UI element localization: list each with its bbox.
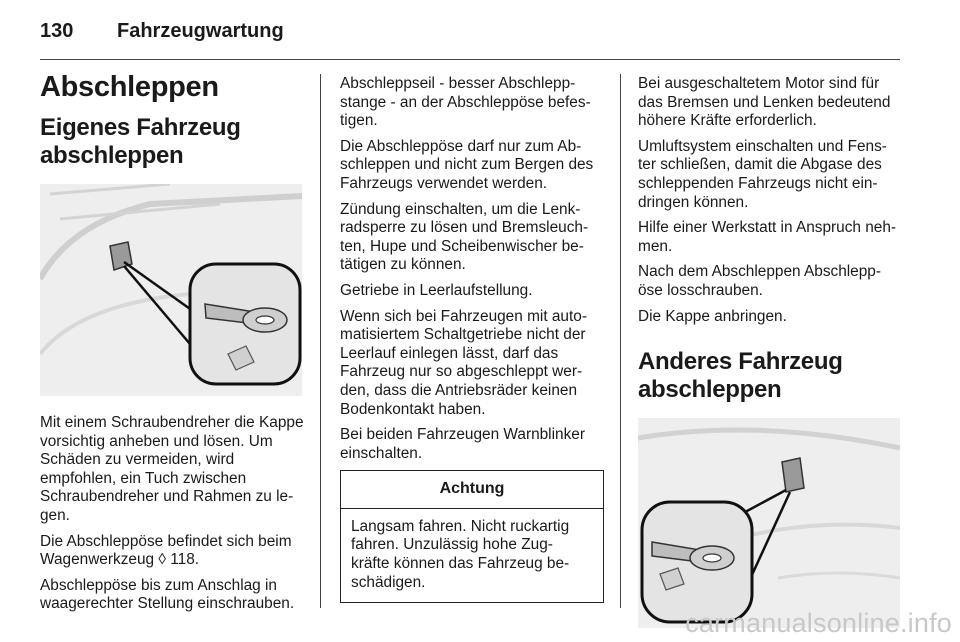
column-2: [340, 75, 604, 603]
tow-hook-cover-icon: [782, 458, 804, 492]
paragraph: Die Abschleppöse befindet sich beim Wagenwerkzeug ◊ 118.: [40, 532, 292, 569]
subsection-title: Eigenes Fahrzeug abschleppen: [40, 114, 241, 169]
page-header: [40, 14, 900, 50]
paragraph: Bei beiden Fahrzeugen Warnblinker einschalten.: [340, 426, 585, 462]
paragraph: Hilfe einer Werkstatt in Anspruch neh-men.: [638, 219, 897, 255]
warning-text: Langsam fahren. Nicht ruckartig fahren. Unzulässig hohe Zug-kräfte können das Fahrzeug be-schädigen.: [351, 517, 570, 591]
chapter-title: Fahrzeugwartung: [117, 20, 284, 42]
column-1: [40, 70, 304, 621]
warning-title: Achtung: [341, 471, 603, 509]
rear-bumper-tow-eye-illustration: [40, 184, 302, 396]
paragraph: Abschleppöse bis zum Anschlag in waagerechter Stellung einschrauben.: [40, 576, 295, 613]
paragraph: Bei ausgeschaltetem Motor sind für das Bremsen und Lenken bedeutend höhere Kräfte erforderlich.: [638, 75, 891, 130]
paragraph: Abschleppseil - besser Abschlepp-stange - an der Abschleppöse befes-tigen.: [340, 75, 591, 130]
other-vehicle-tow-eye-illustration: [638, 418, 900, 628]
column-divider: [320, 74, 321, 608]
page-number: 130: [40, 20, 74, 42]
paragraph: Die Kappe anbringen.: [638, 307, 787, 325]
column-divider: [620, 74, 621, 608]
watermark: carmanualsonline.info: [685, 608, 952, 638]
paragraph: Zündung einschalten, um die Lenk-radsperre zu lösen und Bremsleuch-ten, Hupe und Scheibenwischer be-tätigen zu können.: [340, 200, 589, 274]
paragraph: Nach dem Abschleppen Abschlepp-öse losschrauben.: [638, 263, 881, 299]
paragraph: Wenn sich bei Fahrzeugen mit auto-matisiertem Schaltgetriebe nicht der Leerlauf einlegen lässt, darf das Fahrzeug nur so abgeschleppt wer-den, dass die Antriebsräder keinen Bodenkontakt haben.: [340, 307, 587, 418]
column-3: [638, 75, 902, 628]
paragraph: Mit einem Schraubendreher die Kappe vorsichtig anheben und lösen. Um Schäden zu vermeiden, wird empfohlen, ein Tuch zwischen Schraubendreher und Rahmen zu le-gen.: [40, 414, 304, 524]
section-title: Abschleppen: [40, 71, 219, 103]
paragraph: Umluftsystem einschalten und Fens-ter schließen, damit die Abgase des schleppenden Fahrzeugs nicht ein-dringen können.: [638, 137, 887, 211]
header-divider: [40, 59, 900, 60]
paragraph: Die Abschleppöse darf nur zum Ab-schleppen und nicht zum Bergen des Fahrzeugs verwendet werden.: [340, 137, 594, 192]
paragraph: Getriebe in Leerlaufstellung.: [340, 281, 533, 299]
subsection-title: Anderes Fahrzeug abschleppen: [638, 348, 843, 404]
warning-box: [340, 470, 604, 603]
